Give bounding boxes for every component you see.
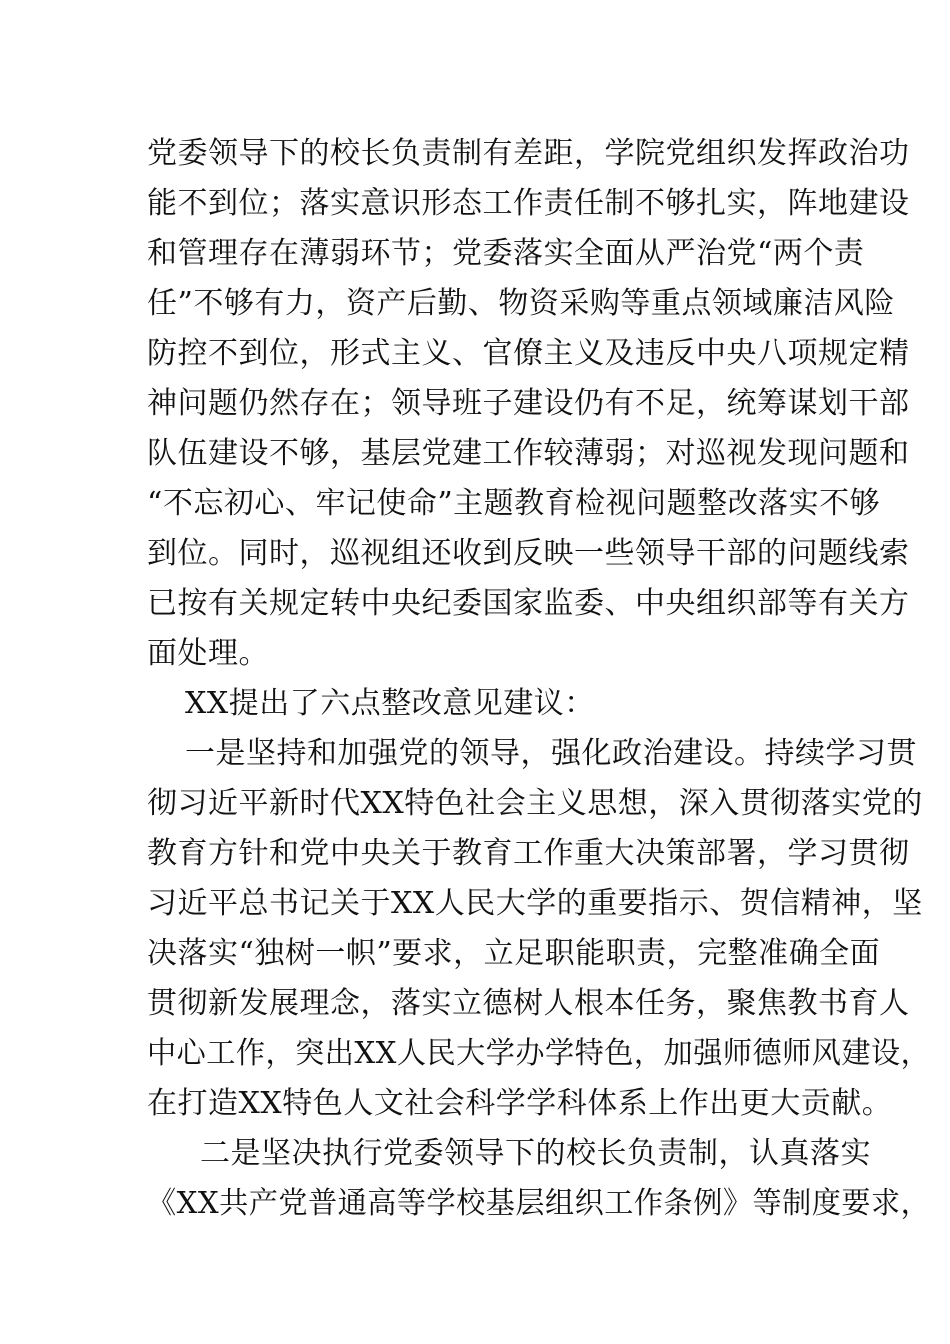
text-line: 中心工作，突出XX人民大学办学特色，加强师德师风建设， xyxy=(147,1036,931,1071)
text-line: 队伍建设不够，基层党建工作较薄弱；对巡视发现问题和 xyxy=(147,436,910,471)
text-line: 和管理存在薄弱环节；党委落实全面从严治党“两个责 xyxy=(147,236,865,271)
text-line: 一是坚持和加强党的领导，强化政治建设。持续学习贯 xyxy=(185,736,917,771)
text-line: 党委领导下的校长负责制有差距，学院党组织发挥政治功 xyxy=(147,136,910,171)
text-line: 面处理。 xyxy=(147,636,269,671)
text-line: 《XX共产党普通高等学校基层组织工作条例》等制度要求， xyxy=(147,1186,931,1221)
text-line: 习近平总书记关于XX人民大学的重要指示、贺信精神，坚 xyxy=(147,886,923,921)
text-line: 在打造XX特色人文社会科学学科体系上作出更大贡献。 xyxy=(147,1086,893,1121)
text-line: 已按有关规定转中央纪委国家监委、中央组织部等有关方 xyxy=(147,586,910,621)
text-line: 二是坚决执行党委领导下的校长负责制，认真落实 xyxy=(200,1136,871,1171)
text-line: 决落实“独树一帜”要求，立足职能职责，完整准确全面 xyxy=(147,936,881,971)
text-line: 到位。同时，巡视组还收到反映一些领导干部的问题线索 xyxy=(147,536,910,571)
text-line: 任”不够有力，资产后勤、物资采购等重点领域廉洁风险 xyxy=(147,286,895,321)
text-line: 能不到位；落实意识形态工作责任制不够扎实，阵地建设 xyxy=(147,186,910,221)
text-line: 贯彻新发展理念，落实立德树人根本任务，聚焦教书育人 xyxy=(147,986,910,1021)
text-line: XX提出了六点整改意见建议： xyxy=(185,686,595,721)
text-line: 教育方针和党中央关于教育工作重大决策部署，学习贯彻 xyxy=(147,836,910,871)
text-line: 神问题仍然存在；领导班子建设仍有不足，统筹谋划干部 xyxy=(147,386,910,421)
text-line: 彻习近平新时代XX特色社会主义思想，深入贯彻落实党的 xyxy=(147,786,923,821)
text-line: 防控不到位，形式主义、官僚主义及违反中央八项规定精 xyxy=(147,336,910,371)
text-line: “不忘初心、牢记使命”主题教育检视问题整改落实不够 xyxy=(147,486,881,521)
